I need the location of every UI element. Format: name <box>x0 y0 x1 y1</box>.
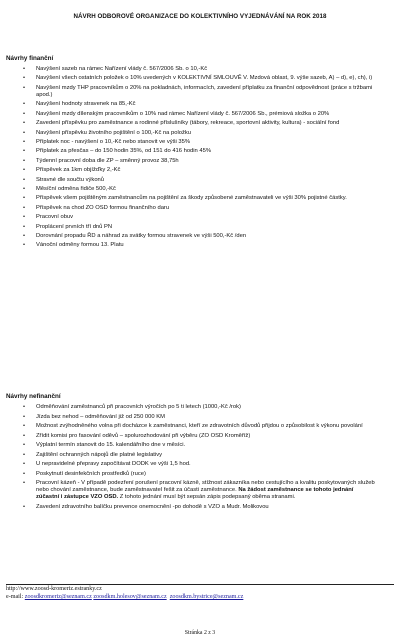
bullet-icon: • <box>23 101 26 108</box>
list-item: • Zavedení zdravotního balíčku prevence onemocnění -po dohodě s VZO a Mudr. Molikovou <box>23 503 269 510</box>
bold-note: Na žádost zaměstnance se tohoto jednání zúčastní i zástupce VZO OSD. <box>36 487 354 501</box>
section-heading-nonfinancial: Návrhy nefinanční <box>6 393 61 400</box>
list-item: • Pracovní obuv <box>23 214 74 221</box>
footer-web <box>6 586 102 592</box>
bullet-icon: • <box>23 167 26 174</box>
list-item: • Měsíční odměna řidiče 500,-Kč <box>23 186 116 193</box>
list-item: • Příspěvek za 1km objížďky 2,-Kč <box>23 167 121 174</box>
footer-email <box>6 594 243 600</box>
list-item: • Navýšení mzdy dílenským pracovníkům o 10% nad rámec Nařízení vlády č. 567/2006 Sb., prémiová složka o 20% <box>23 110 330 117</box>
email-link-bystrice[interactable]: zoosdkm.bystrice@seznam.cz <box>169 594 244 600</box>
bullet-icon: • <box>23 195 26 202</box>
nonfinancial-list <box>0 404 400 513</box>
bullet-icon: • <box>23 120 26 127</box>
bullet-icon: • <box>23 503 26 510</box>
bullet-icon: • <box>23 75 26 82</box>
bullet-icon: • <box>23 110 26 117</box>
bullet-icon: • <box>23 480 26 486</box>
list-item: • Jízda bez nehod – odměňování již od 250 000 KM <box>23 413 165 420</box>
list-item: • U nepravidelné přepravy započítávat DODK ve výši 1,5 hod. <box>23 461 191 467</box>
list-item: • Zajištění ochranných nápojů dle platné legislativy <box>23 451 162 458</box>
bullet-icon: • <box>23 223 26 230</box>
list-item: • Navýšení sazeb na rámec Nařízení vlády č. 567/2006 Sb. o 10,-Kč <box>23 66 208 72</box>
bullet-icon: • <box>23 242 26 249</box>
list-item: • Příplatek za přesčas – do 150 hodin 35%, od 151 do 416 hodin 45% <box>23 148 211 155</box>
bullet-icon: • <box>23 461 26 467</box>
bullet-icon: • <box>23 84 26 91</box>
list-item: • Vánoční odměny formou 13. Platu <box>23 242 124 249</box>
bullet-icon: • <box>23 233 26 240</box>
website-link[interactable]: http://www.zoosd-kromeriz.estranky.cz <box>6 586 102 592</box>
list-item: • Výplatní termín stanovit do 15. kalendářního dne v měsíci. <box>23 442 186 448</box>
bullet-icon: • <box>23 186 26 193</box>
list-item: • Navýšení příspěvku životního pojištění o 100,-Kč na položku <box>23 129 191 136</box>
bullet-icon: • <box>23 157 26 164</box>
list-item-work-discipline: • Pracovní kázeň - V případě podezření porušení pracovní kázně, stížnost zákazníka nebo cestujícího a kvalitu poskytovaných služeb nebo chování zaměstnance, bude zaměstnavatel řešit za účasti zaměstnance. Na žádost zaměstnance se tohoto jednání zúčastní i zástupce VZO OSD. Z tohoto jednání musí být sepsán zápis podepsaný oběma stranami. <box>23 480 375 501</box>
list-item: • Poskytnutí desinfekčních prostředků (ruce) <box>23 470 146 477</box>
bullet-icon: • <box>23 442 26 448</box>
list-item: • Odměňování zaměstnanců při pracovních výročích po 5 ti letech (1000,-Kč /rok) <box>23 404 241 410</box>
list-item: • Příspěvek na chod ZO OSD formou finančního daru <box>23 204 170 211</box>
bullet-icon: • <box>23 413 26 420</box>
list-item: • Týdenní pracovní doba dle ZP – směnný provoz 38,75h <box>23 157 179 164</box>
list-item: • Navýšení mzdy THP pracovníkům o 20% na pokladnách, informacích, zavedení příplatku za finanční odpovědnost (práce s tržbami apod.) <box>23 84 373 98</box>
list-item: • Možnost zvýhodněného volna při docházce k zaměstnanci, kteří ze zdravotních důvodů přijdou o způsobilost k výkonu povolání <box>23 423 363 429</box>
list-item: • Navýšení hodnoty stravenek na 85,-Kč <box>23 101 136 108</box>
email-link-kromeriz[interactable]: zoosdkromeriz@seznam.cz <box>24 594 92 600</box>
bullet-icon: • <box>23 451 26 458</box>
section-heading-financial: Návrhy finanční <box>6 55 54 62</box>
page-title: NÁVRH ODBOROVÉ ORGANIZACE DO KOLEKTIVNÍHO VYJEDNÁVÁNÍ NA ROK 2018 <box>73 13 327 20</box>
bullet-icon: • <box>23 432 26 439</box>
bullet-icon: • <box>23 139 26 145</box>
bullet-icon: • <box>23 204 26 211</box>
bullet-icon: • <box>23 214 26 221</box>
list-item: • Proplácení prvních tří dnů PN <box>23 223 113 230</box>
list-item: • Navýšení všech ostatních položek o 10% uvedených v KOLEKTIVNÍ SMLOUVĚ V. Mzdová oblast, 9. výše sazeb, A) – d), e), ch), i) <box>23 75 373 82</box>
email-link-holesov[interactable]: zoosdkm.holesov@seznam.cz <box>93 594 167 600</box>
footer-divider <box>6 584 394 585</box>
list-item: • Stravné dle součtu výkonů <box>23 176 104 183</box>
bullet-icon: • <box>23 66 26 72</box>
email-label: e-mail: <box>6 594 25 600</box>
list-item: • Příplatek noc - navýšení o 10,-Kč nebo stanovit ve výši 35% <box>23 139 191 145</box>
bullet-icon: • <box>23 129 26 136</box>
list-item: • Dorovnání propadu ŘD a náhrad za svátky formou stravenek ve výši 500,-Kč /den <box>23 233 247 240</box>
bullet-icon: • <box>23 148 26 155</box>
page-number: Stránka 2 z 3 <box>184 630 216 636</box>
bullet-icon: • <box>23 470 26 477</box>
list-item: • Zřídit komisi pro fasování oděvů – spolurozhodování při výběru (ZO OSD Kroměříž) <box>23 432 251 439</box>
list-item: • Příspěvek všem pojištěným zaměstnancům na pojištění za škody způsobené zaměstnavateli ve výši 30% pojistné částky. <box>23 195 347 202</box>
bullet-icon: • <box>23 176 26 183</box>
bullet-icon: • <box>23 423 26 429</box>
financial-list <box>0 66 400 252</box>
bullet-icon: • <box>23 404 26 410</box>
list-item: • Zavedení příspěvku pro zaměstnance a rodinné příslušníky (tábory, rekreace, sportovní aktivity, kultura) - sociální fond <box>23 120 340 127</box>
